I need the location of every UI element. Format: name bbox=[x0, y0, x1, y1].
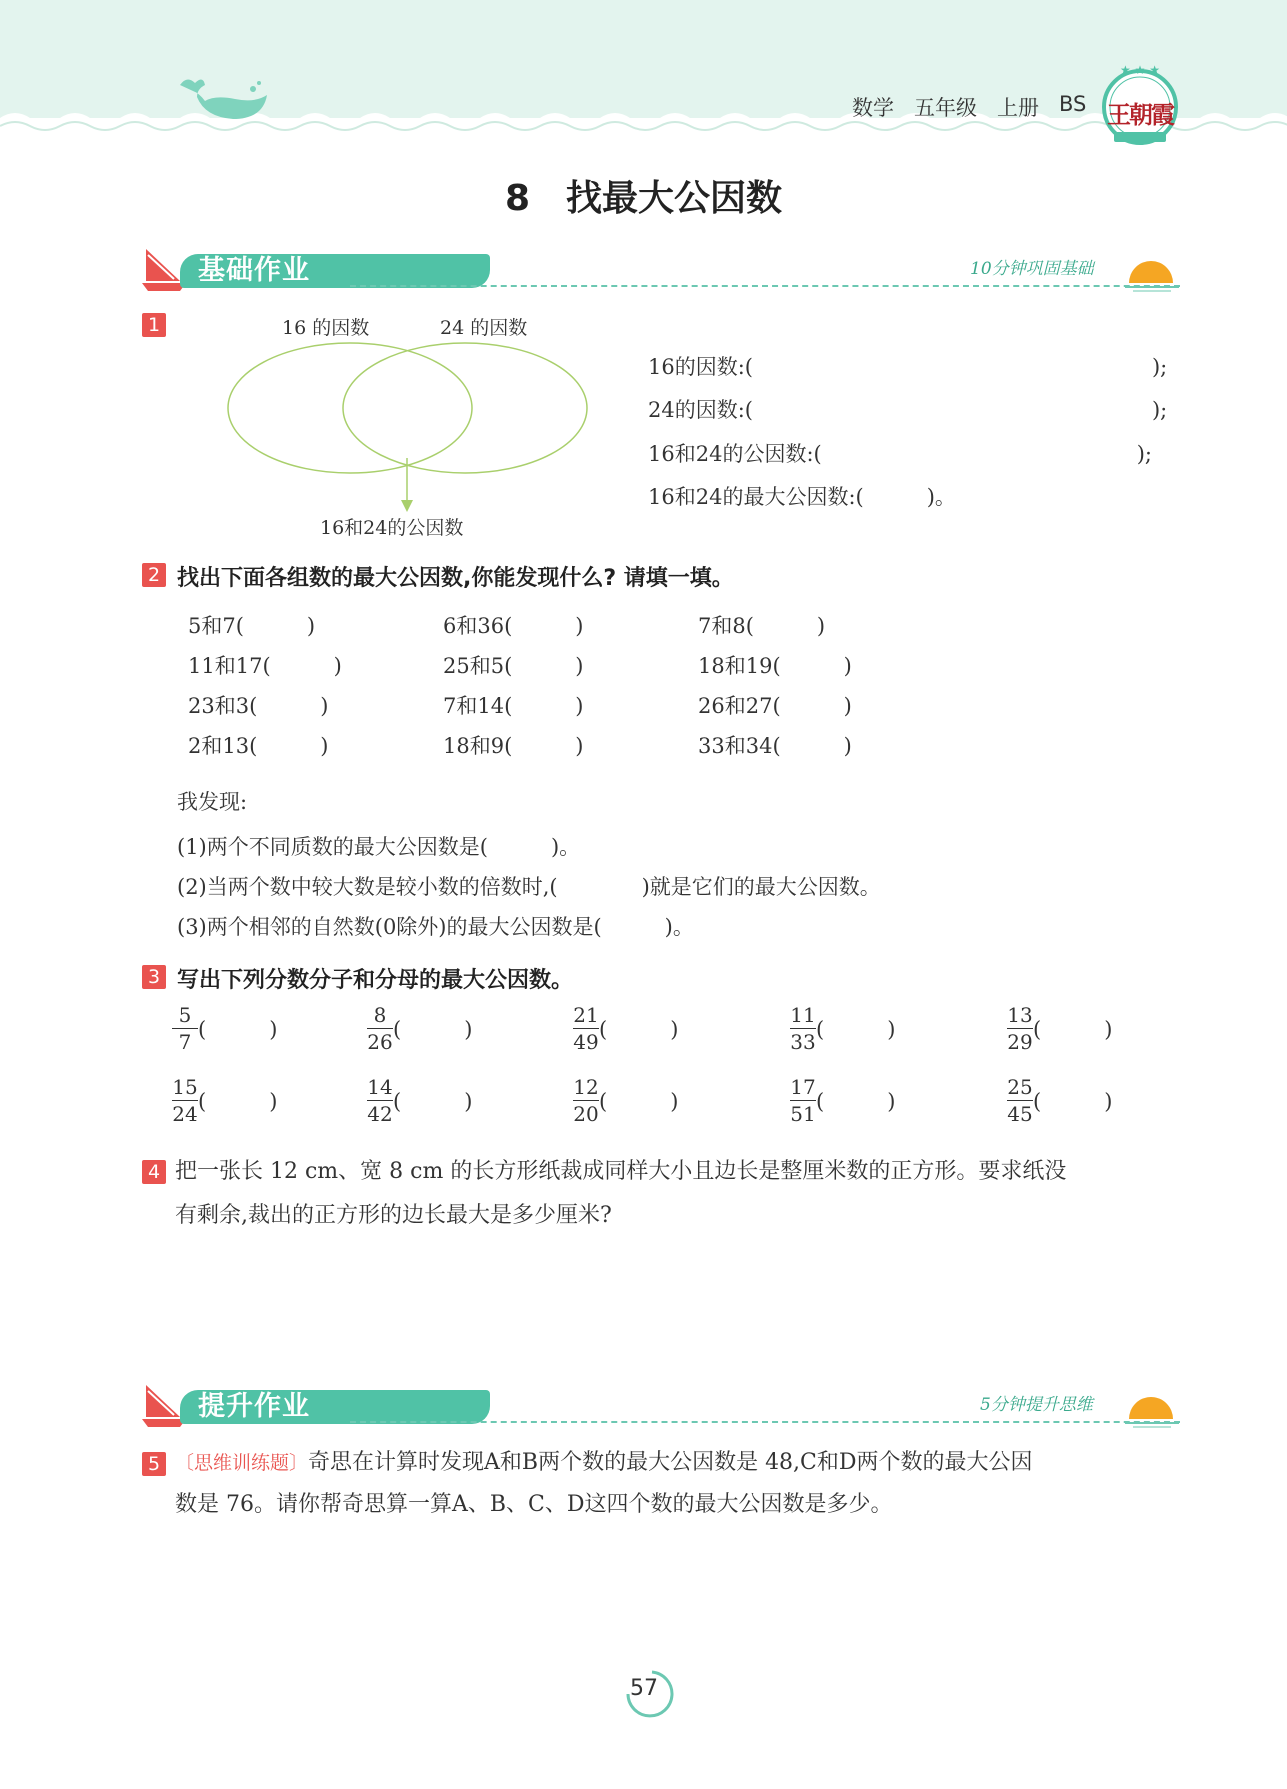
discovery-2: (2)当两个数中较大数是较小数的倍数时,( )就是它们的最大公因数。 bbox=[177, 875, 881, 899]
section-title-advanced: 提升作业 bbox=[198, 1391, 310, 1422]
whale-icon bbox=[175, 75, 275, 130]
page-number: 57 bbox=[630, 1676, 658, 1701]
venn-label-bottom: 16和24的公因数 bbox=[320, 517, 464, 539]
q4-text bbox=[175, 1150, 1175, 1238]
answer-blank[interactable]: ( ) bbox=[393, 1089, 473, 1114]
fraction bbox=[367, 1074, 393, 1127]
venn-circle-right bbox=[343, 343, 587, 473]
discovery-1: (1)两个不同质数的最大公因数是( )。 bbox=[177, 835, 581, 859]
fraction bbox=[790, 1002, 816, 1055]
answer-blank[interactable]: ( ) bbox=[198, 1089, 278, 1114]
q2-item: 2和13( ) bbox=[188, 734, 329, 758]
q3-fraction-item bbox=[790, 1002, 895, 1055]
q5-text bbox=[175, 1442, 1175, 1526]
publisher-logo bbox=[1100, 60, 1180, 150]
header-meta bbox=[852, 92, 1086, 122]
grade-label: 五年级 bbox=[914, 96, 977, 120]
question-number-4: 4 bbox=[142, 1160, 166, 1184]
fraction bbox=[1007, 1002, 1033, 1055]
q2-item: 23和3( ) bbox=[188, 694, 329, 718]
answer-blank[interactable]: ( ) bbox=[816, 1017, 896, 1042]
q3-fraction-item bbox=[1007, 1002, 1112, 1055]
numerator: 11 bbox=[790, 1003, 816, 1027]
denominator: 33 bbox=[790, 1030, 816, 1054]
q4-line-1: 把一张长 12 cm、宽 8 cm 的长方形纸裁成同样大小且边长是整厘米数的正方形。要求纸没 bbox=[175, 1159, 1067, 1184]
denominator: 49 bbox=[573, 1030, 599, 1054]
numerator: 14 bbox=[367, 1075, 393, 1099]
q3-fraction-item bbox=[172, 1002, 277, 1055]
q4-line-2: 有剩余,裁出的正方形的边长最大是多少厘米? bbox=[175, 1203, 612, 1228]
fraction bbox=[367, 1002, 393, 1055]
q3-fraction-item bbox=[790, 1074, 895, 1127]
q5-line-2: 数是 76。请你帮奇思算一算A、B、C、D这四个数的最大公因数是多少。 bbox=[175, 1492, 893, 1517]
q2-item: 6和36( ) bbox=[443, 614, 584, 638]
fraction bbox=[172, 1074, 198, 1127]
q3-fraction-item bbox=[367, 1002, 472, 1055]
q2-item: 11和17( ) bbox=[188, 654, 342, 678]
q3-fraction-item bbox=[172, 1074, 277, 1127]
answer-blank[interactable]: ( ) bbox=[816, 1089, 896, 1114]
question-number-2: 2 bbox=[142, 563, 166, 587]
q2-item: 26和27( ) bbox=[698, 694, 852, 718]
fraction bbox=[172, 1002, 198, 1055]
q3-fraction-item bbox=[367, 1074, 472, 1127]
edition-label: BS bbox=[1059, 92, 1087, 116]
denominator: 45 bbox=[1007, 1102, 1033, 1126]
q2-item: 7和8( ) bbox=[698, 614, 826, 638]
q1-line-3: 16和24的公因数:( ); bbox=[648, 442, 1152, 466]
q5-line-1: 奇思在计算时发现A和B两个数的最大公因数是 48,C和D两个数的最大公因 bbox=[308, 1450, 1033, 1475]
q1-line-1: 16的因数:( ); bbox=[648, 355, 1168, 379]
venn-label-right: 24 的因数 bbox=[440, 317, 528, 339]
venn-label-left: 16 的因数 bbox=[282, 317, 370, 339]
denominator: 24 bbox=[172, 1102, 198, 1126]
banner-dashed-line bbox=[350, 285, 1180, 287]
sunset-icon bbox=[1125, 257, 1179, 293]
answer-blank[interactable]: ( ) bbox=[393, 1017, 473, 1042]
venn-circle-left bbox=[228, 343, 472, 473]
q2-item: 18和19( ) bbox=[698, 654, 852, 678]
q3-fraction-item bbox=[573, 1074, 678, 1127]
venn-diagram bbox=[220, 340, 600, 520]
svg-text:★ ★ ★: ★ ★ ★ bbox=[1120, 63, 1160, 77]
logo-text: 王朝霞 bbox=[1107, 100, 1173, 129]
section-banner-advanced bbox=[140, 1381, 1180, 1431]
answer-blank[interactable]: ( ) bbox=[599, 1017, 679, 1042]
fraction bbox=[790, 1074, 816, 1127]
section-title-basic: 基础作业 bbox=[198, 255, 310, 286]
fraction bbox=[573, 1002, 599, 1055]
q2-item: 25和5( ) bbox=[443, 654, 584, 678]
thinking-tag: 〔思维训练题〕 bbox=[175, 1452, 309, 1474]
time-note-advanced: 5分钟提升思维 bbox=[980, 1395, 1093, 1415]
answer-blank[interactable]: ( ) bbox=[198, 1017, 278, 1042]
numerator: 8 bbox=[373, 1003, 387, 1027]
q2-item: 7和14( ) bbox=[443, 694, 584, 718]
page-title: 8 找最大公因数 bbox=[504, 178, 783, 219]
numerator: 15 bbox=[172, 1075, 198, 1099]
numerator: 5 bbox=[178, 1003, 192, 1027]
denominator: 42 bbox=[367, 1102, 393, 1126]
denominator: 26 bbox=[367, 1030, 393, 1054]
numerator: 13 bbox=[1007, 1003, 1033, 1027]
q2-item: 5和7( ) bbox=[188, 614, 316, 638]
answer-blank[interactable]: ( ) bbox=[1033, 1089, 1113, 1114]
q3-prompt: 写出下列分数分子和分母的最大公因数。 bbox=[177, 968, 574, 993]
q2-item: 33和34( ) bbox=[698, 734, 852, 758]
discovery-3: (3)两个相邻的自然数(0除外)的最大公因数是( )。 bbox=[177, 915, 694, 939]
numerator: 17 bbox=[790, 1075, 816, 1099]
banner-dashed-line bbox=[350, 1421, 1180, 1423]
numerator: 25 bbox=[1007, 1075, 1033, 1099]
sunset-icon bbox=[1125, 1393, 1179, 1429]
q3-fraction-item bbox=[573, 1002, 678, 1055]
discover-label: 我发现: bbox=[177, 790, 248, 814]
denominator: 20 bbox=[573, 1102, 599, 1126]
numerator: 21 bbox=[573, 1003, 599, 1027]
arrow-icon bbox=[401, 500, 413, 512]
q1-line-4: 16和24的最大公因数:( )。 bbox=[648, 485, 956, 509]
time-note-basic: 10分钟巩固基础 bbox=[970, 259, 1094, 279]
volume-label: 上册 bbox=[997, 96, 1039, 120]
answer-blank[interactable]: ( ) bbox=[599, 1089, 679, 1114]
question-number-5: 5 bbox=[142, 1452, 166, 1476]
fraction bbox=[573, 1074, 599, 1127]
q3-fraction-item bbox=[1007, 1074, 1112, 1127]
numerator: 12 bbox=[573, 1075, 599, 1099]
section-banner-basic bbox=[140, 245, 1180, 295]
q1-line-2: 24的因数:( ); bbox=[648, 398, 1168, 422]
answer-blank[interactable]: ( ) bbox=[1033, 1017, 1113, 1042]
denominator: 7 bbox=[178, 1030, 192, 1054]
denominator: 51 bbox=[790, 1102, 816, 1126]
q2-item: 18和9( ) bbox=[443, 734, 584, 758]
q2-prompt: 找出下面各组数的最大公因数,你能发现什么? 请填一填。 bbox=[177, 566, 734, 591]
fraction bbox=[1007, 1074, 1033, 1127]
subject-label: 数学 bbox=[852, 96, 894, 120]
question-number-1: 1 bbox=[142, 313, 166, 337]
question-number-3: 3 bbox=[142, 965, 166, 989]
denominator: 29 bbox=[1007, 1030, 1033, 1054]
